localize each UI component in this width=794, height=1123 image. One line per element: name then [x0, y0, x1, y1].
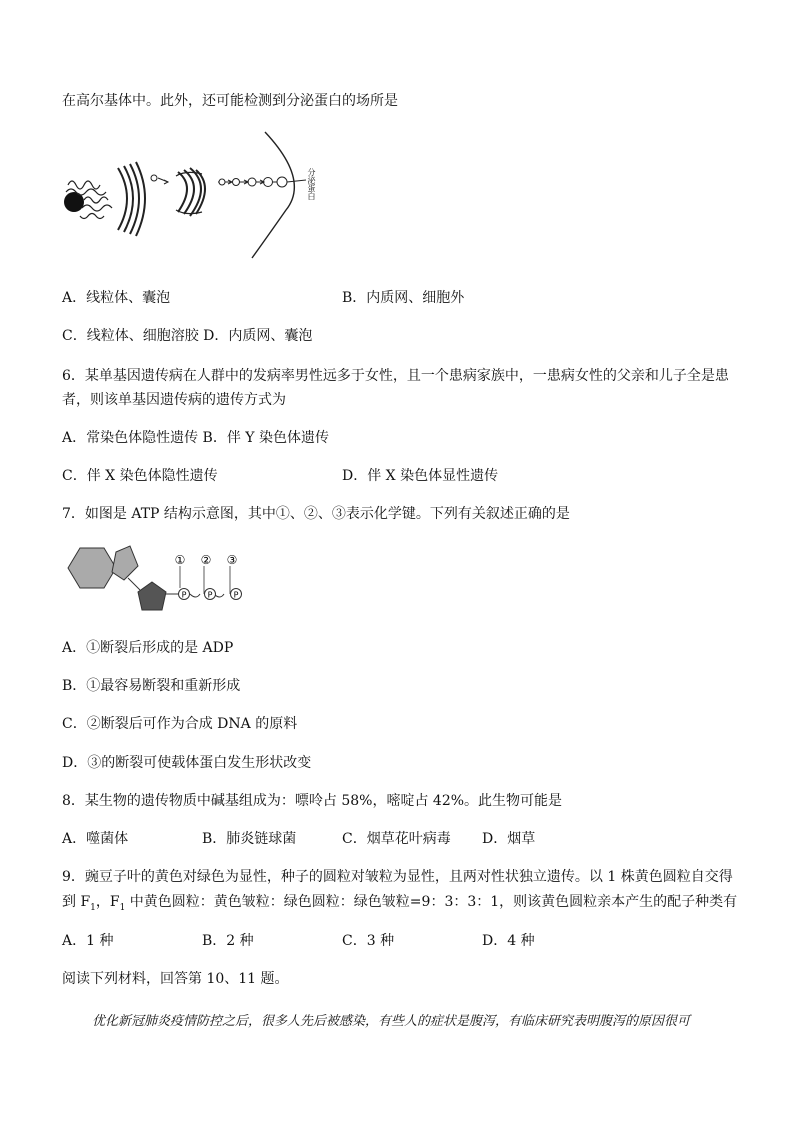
q9-option-d: D．4 种 [482, 933, 535, 949]
q6-option-c: C．伴 X 染色体隐性遗传 [62, 468, 218, 484]
cell-membrane-shape [252, 132, 294, 258]
q9-stem-line-2: 到 $F_1$，$F_1$ 中黄色圆粒：黄色皱粒：绿色圆粒：绿色皱粒=9：3：3：1，则该黄色圆粒亲本产生的配子种类有 [62, 894, 738, 913]
q6-option-a-b: A．常染色体隐性遗传 B．伴 Y 染色体遗传 [62, 430, 329, 446]
golgi-shape [178, 168, 205, 216]
reading-intro: 阅读下列材料，回答第 10、11 题。 [62, 971, 289, 987]
q9-option-a: A．1 种 [62, 933, 114, 949]
q8-option-c: C．烟草花叶病毒 [342, 831, 451, 847]
q7-option-d: D．③的断裂可使载体蛋白发生形状改变 [62, 755, 312, 771]
q7-option-c: C．②断裂后可作为合成 DNA 的原料 [62, 716, 298, 732]
q7-option-a: A．①断裂后形成的是 ADP [62, 640, 234, 656]
q8-option-b: B．肺炎链球菌 [202, 831, 297, 847]
material-line: 优化新冠肺炎疫情防控之后，很多人先后被感染，有些人的症状是腹泻，有临床研究表明腹泻的原因很可 [92, 1014, 691, 1029]
adenine-hexagon [68, 548, 116, 588]
q6-stem: 6．某单基因遗传病在人群中的发病率男性远多于女性，且一个患病家族中，一患病女性的父亲和儿子全是患者，则该单基因遗传病的遗传方式为 [62, 368, 729, 408]
atp-structure-figure [62, 540, 262, 620]
bond-label-3: ③ [226, 553, 238, 567]
q8-option-a: A．噬菌体 [62, 831, 129, 847]
q5-option-a: A．线粒体、囊泡 [62, 290, 171, 306]
phosphate-label-2: P [207, 590, 213, 600]
q9-stem-line-1: 9．豌豆子叶的黄色对绿色为显性，种子的圆粒对皱粒为显性，且两对性状独立遗传。以 1 株黄色圆粒自交得 [62, 869, 733, 885]
q6-option-d: D．伴 X 染色体显性遗传 [342, 468, 499, 484]
q8-stem: 8．某生物的遗传物质中碱基组成为：嘌呤占 58%，嘧啶占 42%。此生物可能是 [62, 793, 563, 809]
phosphate-label-3: P [233, 590, 239, 600]
q9-option-b: B．2 种 [202, 933, 254, 949]
bond-label-2: ② [200, 553, 212, 567]
q5-option-c-d: C．线粒体、细胞溶胶 D．内质网、囊泡 [62, 328, 313, 344]
adenine-pentagon [112, 546, 138, 580]
ribose-pentagon [138, 582, 166, 610]
bond-label-1: ① [174, 553, 186, 567]
q7-option-b: B．①最容易断裂和重新形成 [62, 678, 241, 694]
phosphate-label-1: P [181, 590, 187, 600]
q9-option-c: C．3 种 [342, 933, 395, 949]
intro-line: 在高尔基体中。此外，还可能检测到分泌蛋白的场所是 [62, 93, 398, 109]
secreted-protein-label: 分泌蛋白 [307, 168, 316, 200]
secretion-pathway-figure [60, 130, 330, 260]
q5-option-b: B．内质网、细胞外 [342, 290, 465, 306]
q8-option-d: D．烟草 [482, 831, 536, 847]
q7-stem: 7．如图是 ATP 结构示意图，其中①、②、③表示化学键。下列有关叙述正确的是 [62, 506, 570, 522]
